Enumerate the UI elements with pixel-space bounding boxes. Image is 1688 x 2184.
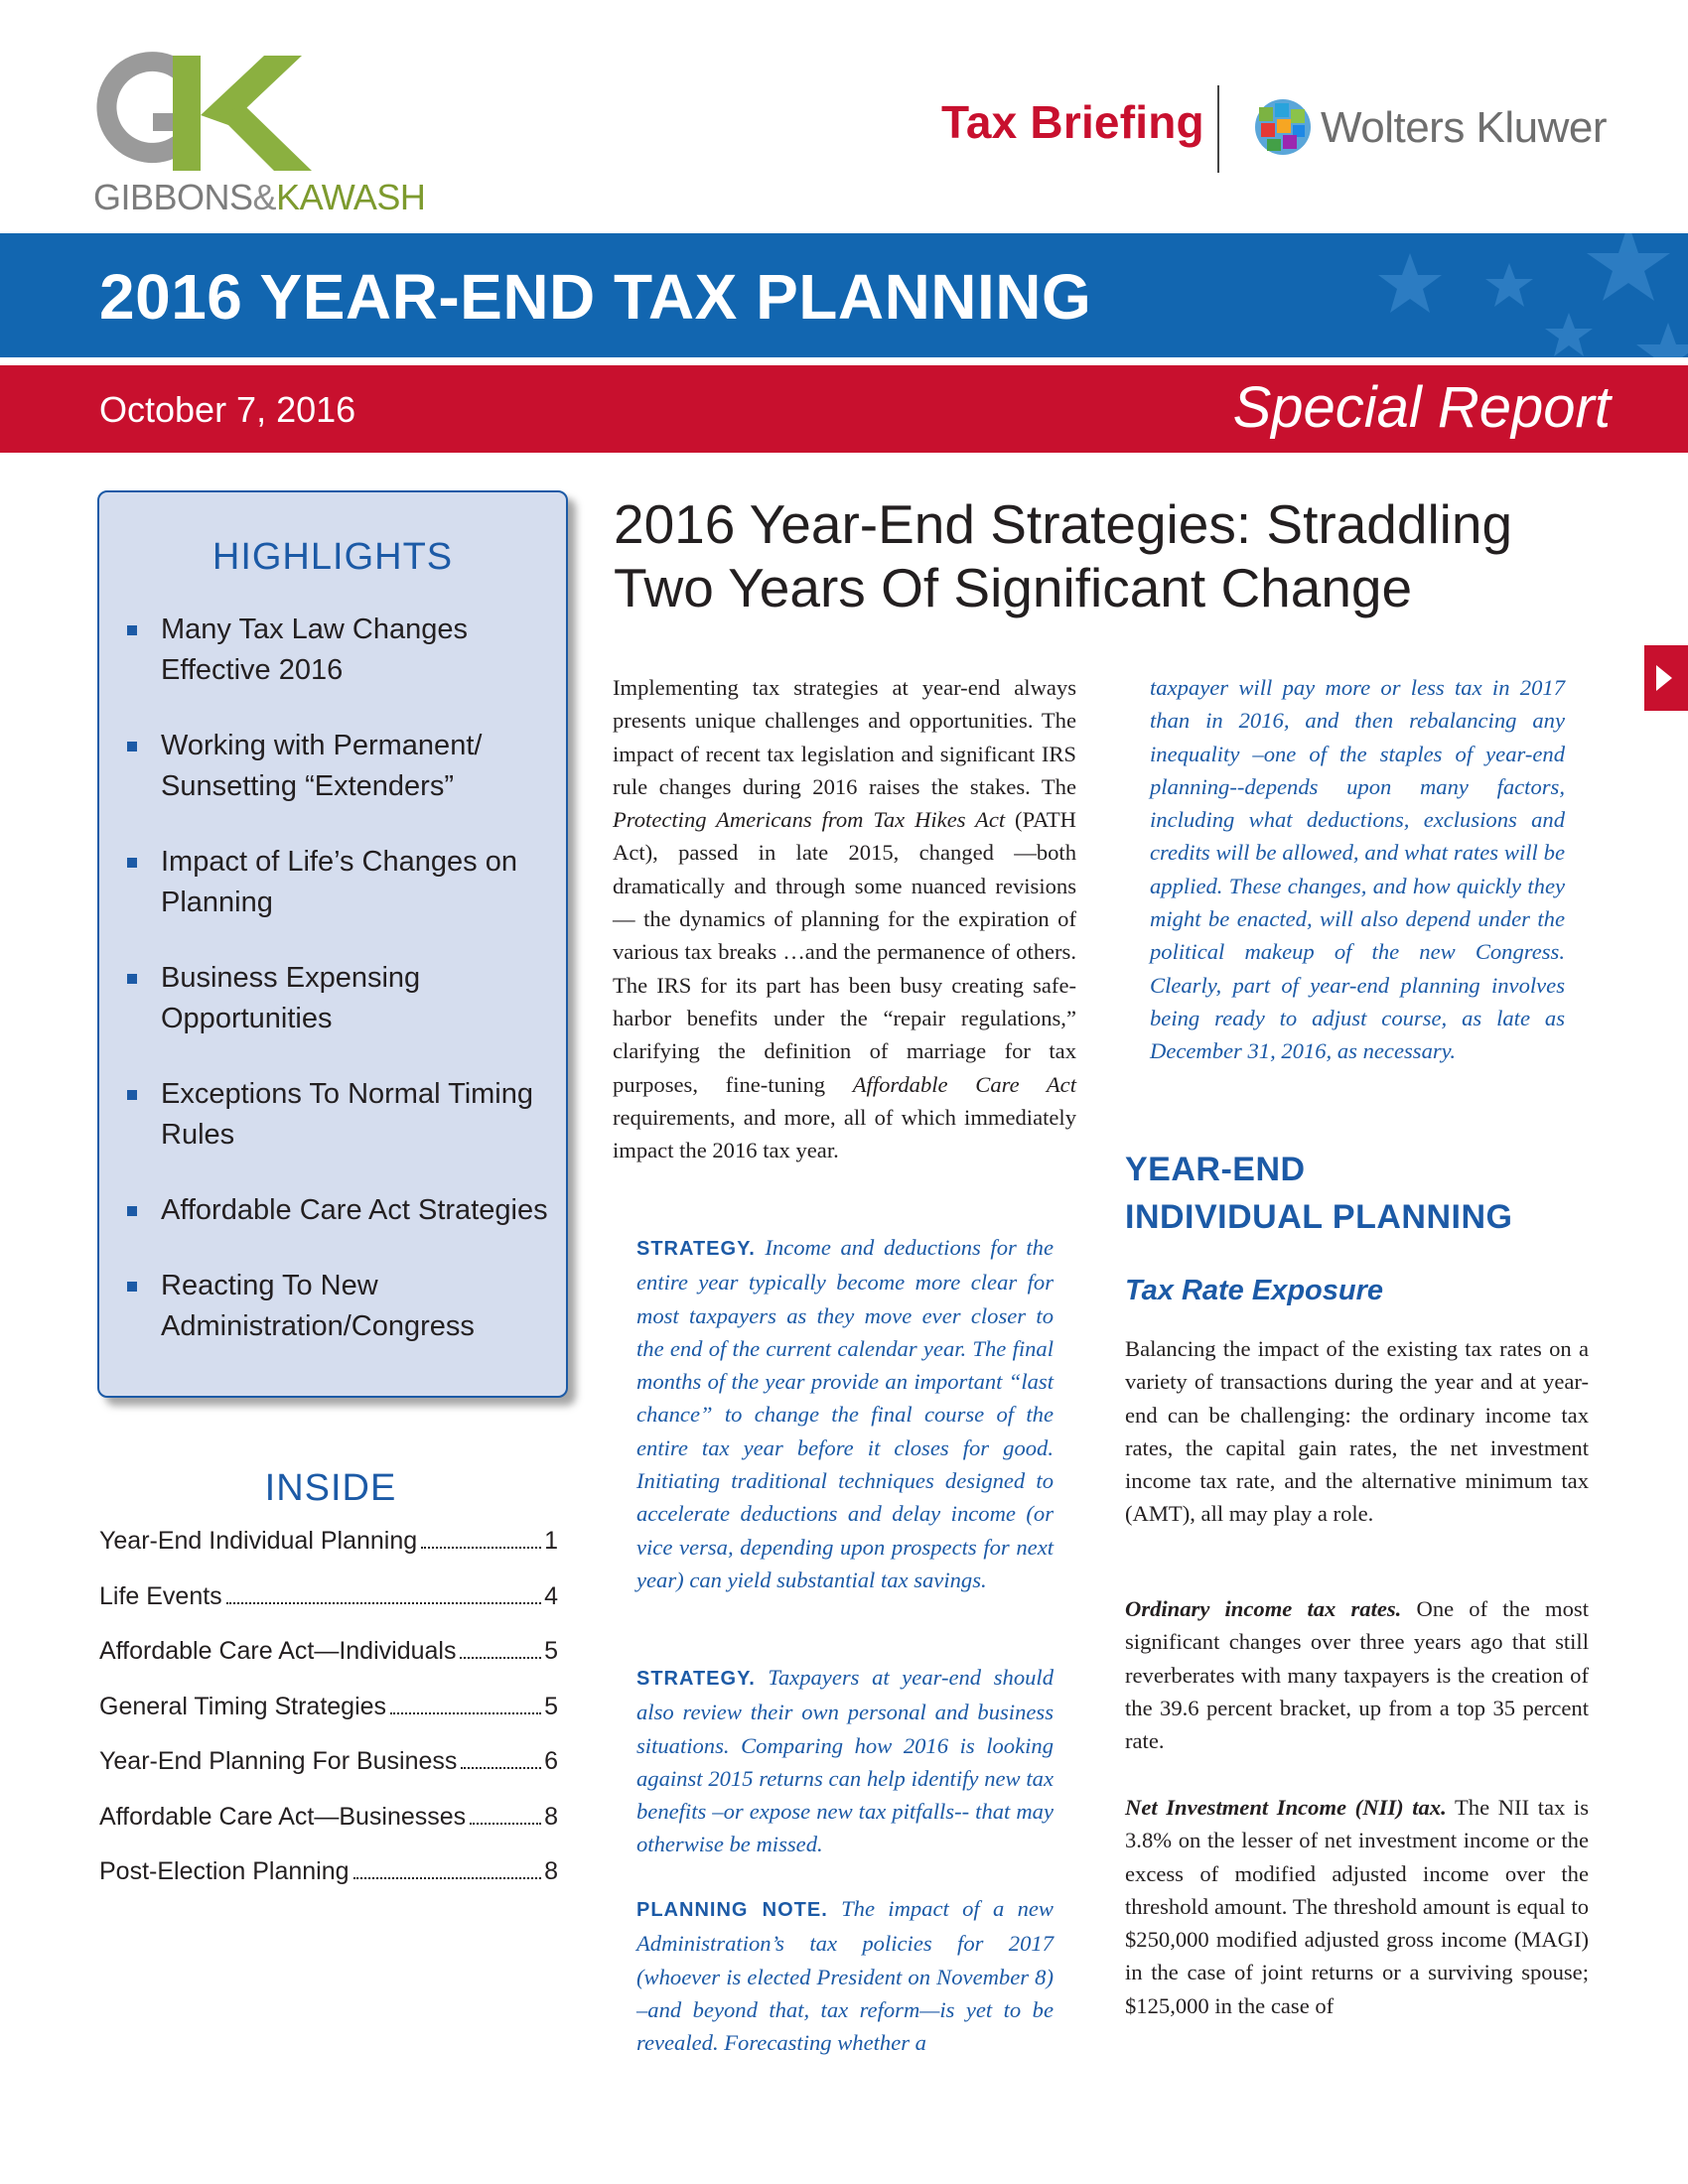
nii-tax-paragraph — [1125, 1791, 1589, 2022]
section-heading-line-2: INDIVIDUAL PLANNING — [1125, 1198, 1513, 1236]
strategy-label: STRATEGY. — [636, 1238, 756, 1260]
nii-runin: Net Investment Income (NII) tax. — [1125, 1795, 1447, 1820]
toc-leader — [470, 1823, 541, 1825]
toc-page: 8 — [544, 1802, 558, 1831]
ordinary-income-text: One of the most significant changes over three years ago that still reverberates with many taxpayers is the creation of the 39.6 percent bracket, up from a top 35 percent rate. — [1125, 1596, 1589, 1754]
highlights-box — [97, 490, 568, 1398]
highlight-item — [123, 842, 550, 923]
toc-leader — [353, 1877, 542, 1879]
toc-leader — [460, 1657, 541, 1659]
highlight-text: Reacting To New Administration/Congress — [161, 1270, 475, 1342]
intro-act-name: Protecting Americans from Tax Hikes Act — [613, 807, 1006, 833]
logo-name-amp: & — [252, 177, 277, 217]
toc-leader — [421, 1547, 541, 1549]
gibbons-kawash-logo — [70, 50, 437, 223]
toc-page: 5 — [544, 1692, 558, 1720]
header-divider — [1217, 85, 1219, 173]
table-of-contents — [99, 1527, 558, 1913]
wolters-kluwer-wordmark: Wolters Kluwer — [1321, 103, 1608, 152]
intro-aca-name: Affordable Care Act — [852, 1071, 1076, 1097]
toc-page: 5 — [544, 1637, 558, 1665]
square-bullet-icon — [127, 974, 137, 984]
toc-page: 6 — [544, 1747, 558, 1775]
strategy-label: STRATEGY. — [636, 1668, 756, 1690]
report-title: 2016 YEAR-END TAX PLANNING — [99, 261, 1092, 333]
highlight-item — [123, 726, 550, 807]
highlight-text: Business Expensing Opportunities — [161, 962, 421, 1034]
highlight-item — [123, 958, 550, 1039]
toc-leader — [390, 1712, 541, 1714]
tax-rate-paragraph: Balancing the impact of the existing tax rates on a variety of transactions during the year and at year-end can be challenging: the ordinary income tax rates, the capital gain rates, the net investment income tax rate, and the alternative minimum tax (AMT), all may play a role. — [1125, 1336, 1589, 1527]
logo-wordmark — [93, 177, 425, 218]
inside-title: INSIDE — [264, 1467, 397, 1509]
tax-briefing-label: Tax Briefing — [941, 96, 1204, 148]
highlights-title: HIGHLIGHTS — [211, 536, 454, 578]
highlight-item — [123, 610, 550, 691]
highlight-item — [123, 1266, 550, 1347]
highlights-list — [123, 610, 550, 1382]
intro-text-c: requirements, and more, all of which immediately impact the 2016 tax year. — [613, 1104, 1076, 1163]
special-report-label: Special Report — [1232, 375, 1611, 440]
planning-note-continuation: taxpayer will pay more or less tax in 2017 than in 2016, and then rebalancing any inequality –one of the staples of year-end planning--depends upon many factors, including what deductions, exclusions and credits will be allowed, and what rates will be applied. These changes, and how quickly they might be enacted, will also depend under the political makeup of the new Congress. Clearly, part of year-end planning involves being ready to adjust course, as late as December 31, 2016, as necessary. — [1150, 675, 1565, 1064]
toc-entry[interactable] — [99, 1582, 558, 1638]
highlight-text: Affordable Care Act Strategies — [161, 1194, 548, 1226]
highlight-text: Impact of Life’s Changes on Planning — [161, 846, 517, 918]
planning-note-label: PLANNING NOTE. — [636, 1899, 828, 1921]
toc-entry[interactable] — [99, 1747, 558, 1803]
toc-entry[interactable] — [99, 1857, 558, 1913]
logo-name-gibbons: GIBBONS — [93, 177, 253, 217]
ordinary-income-paragraph — [1125, 1592, 1589, 1757]
planning-note-text: The impact of a new Administration’s tax policies for 2017 (whoever is elected President on November 8) –and beyond that, tax reform—is yet to be revealed. Forecasting whether a — [636, 1896, 1054, 2056]
toc-label: Life Events — [99, 1581, 222, 1610]
square-bullet-icon — [127, 1090, 137, 1100]
toc-entry[interactable] — [99, 1527, 558, 1582]
report-date: October 7, 2016 — [99, 389, 356, 430]
article-title-line-1: 2016 Year-End Strategies: Straddling — [614, 493, 1513, 555]
intro-text-b: (PATH Act), passed in late 2015, changed —both dramatically and through some nuanced revisions— the dynamics of planning for the expiration of various tax breaks …and the permanence of others. The IRS for its part has been busy creating safe-harbor benefits under the “repair regulations,” clarifying the definition of marriage for tax purposes, fine-tuning — [613, 807, 1076, 1097]
toc-leader — [461, 1767, 541, 1769]
section-heading — [1125, 1146, 1592, 1241]
nii-text: The NII tax is 3.8% on the lesser of net investment income or the excess of modified adjusted income over the threshold amount. The threshold amount is equal to $250,000 modified adjusted gross income (MAGI) in the case of joint returns or a surviving spouse; $125,000 in the case of — [1125, 1795, 1589, 2018]
planning-note-callout — [636, 1892, 1054, 2059]
toc-entry[interactable] — [99, 1803, 558, 1858]
wolters-kluwer-globe-icon — [1253, 97, 1313, 162]
highlight-item — [123, 1074, 550, 1156]
toc-page: 4 — [544, 1581, 558, 1610]
article-title-line-2: Two Years Of Significant Change — [614, 557, 1413, 618]
subsection-heading: Tax Rate Exposure — [1125, 1275, 1384, 1306]
toc-label: Post-Election Planning — [99, 1857, 350, 1885]
toc-label: Affordable Care Act—Businesses — [99, 1802, 467, 1831]
toc-label: General Timing Strategies — [99, 1692, 387, 1720]
next-page-tab[interactable] — [1644, 645, 1688, 711]
square-bullet-icon — [127, 1206, 137, 1216]
strategy-text: Taxpayers at year-end should also review their own personal and business situations. Comparing how 2016 is looking against 2015 returns can help identify new tax benefits –or expose new tax pitfalls-- that may otherwise be missed. — [636, 1665, 1054, 1857]
stars-decoration-icon — [1331, 233, 1688, 357]
toc-entry[interactable] — [99, 1693, 558, 1748]
strategy-callout — [636, 1231, 1054, 1596]
toc-page: 1 — [544, 1527, 558, 1555]
square-bullet-icon — [127, 1282, 137, 1292]
square-bullet-icon — [127, 742, 137, 751]
toc-label: Affordable Care Act—Individuals — [99, 1637, 457, 1665]
strategy-text: Income and deductions for the entire year typically become more clear for most taxpayers as they move ever closer to the end of the current calendar year. The final months of the year provide an important “last chance” to change the final course of the entire tax year before it closes for good. Initiating traditional techniques designed to accelerate deductions and delay income (or vice versa, depending upon prospects for next year) can yield substantial tax savings. — [636, 1235, 1054, 1592]
logo-name-kawash: KAWASH — [276, 177, 426, 217]
ordinary-income-runin: Ordinary income tax rates. — [1125, 1596, 1402, 1621]
square-bullet-icon — [127, 858, 137, 868]
intro-paragraph — [613, 671, 1076, 1166]
highlight-text: Exceptions To Normal Timing Rules — [161, 1078, 534, 1151]
section-heading-line-1: YEAR-END — [1125, 1151, 1306, 1188]
article-title — [614, 492, 1607, 619]
highlight-text: Many Tax Law Changes Effective 2016 — [161, 614, 468, 686]
toc-label: Year-End Planning For Business — [99, 1747, 458, 1775]
toc-label: Year-End Individual Planning — [99, 1527, 418, 1555]
square-bullet-icon — [127, 625, 137, 635]
highlight-text: Working with Permanent/ Sunsetting “Extenders” — [161, 730, 483, 802]
strategy-callout — [636, 1661, 1054, 1861]
highlight-item — [123, 1190, 550, 1231]
toc-leader — [226, 1602, 541, 1604]
toc-page: 8 — [544, 1857, 558, 1885]
intro-text-a: Implementing tax strategies at year-end always presents unique challenges and opportunities. The impact of recent tax legislation and significant IRS rule changes during 2016 raises the stakes. The — [613, 675, 1076, 799]
toc-entry[interactable] — [99, 1637, 558, 1693]
gk-monogram-icon — [70, 50, 367, 179]
play-arrow-icon — [1656, 665, 1672, 691]
